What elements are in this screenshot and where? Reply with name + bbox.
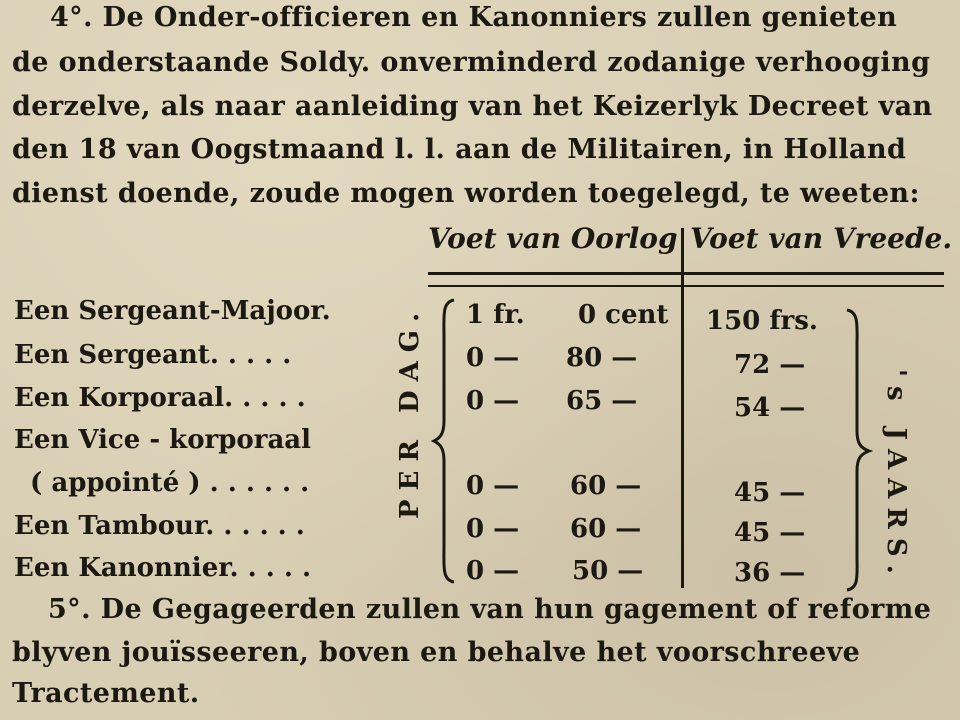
paragraph5-line-2: blyven jouïsseeren, boven en behalve het voorschreeve bbox=[12, 637, 861, 668]
war-cents-tambour: 60 — bbox=[570, 514, 642, 544]
war-francs-tambour: 0 — bbox=[466, 514, 520, 544]
peace-kanonnier: 36 — bbox=[734, 558, 806, 588]
peace-sergeant: 72 — bbox=[734, 350, 806, 380]
peace-tambour: 45 — bbox=[734, 518, 806, 548]
war-francs-appointe: 0 — bbox=[466, 471, 520, 501]
war-cents-appointe: 60 — bbox=[570, 471, 642, 501]
rank-tambour: Een Tambour. . . . . . bbox=[14, 511, 305, 541]
rank-kanonnier: Een Kanonnier. . . . . bbox=[14, 553, 312, 583]
war-cents-sergeant: 80 — bbox=[566, 343, 638, 373]
peace-korporaal: 54 — bbox=[734, 393, 806, 423]
paragraph5-line-3: Tractement. bbox=[12, 678, 200, 709]
war-francs-sergeant-majoor: 1 fr. bbox=[466, 300, 525, 330]
column-divider bbox=[681, 228, 684, 588]
rank-appointe: ( appointé ) . . . . . . bbox=[30, 468, 310, 498]
war-cents-sergeant-majoor: 0 cent bbox=[578, 300, 669, 330]
paragraph4-line-3: derzelve, als naar aanleiding van het Keizerlyk Decreet van bbox=[12, 91, 933, 122]
paragraph4-line-4: den 18 van Oogstmaand l. l. aan de Militairen, in Holland bbox=[12, 134, 907, 165]
paragraph4-line-1: 4°. De Onder-officieren en Kanonniers zullen genieten bbox=[50, 2, 898, 33]
paragraph4-line-2: de onderstaande Soldy. onverminderd zodanige verhooging bbox=[12, 47, 931, 78]
war-francs-kanonnier: 0 — bbox=[466, 556, 520, 586]
war-cents-kanonnier: 50 — bbox=[572, 556, 644, 586]
rank-sergeant: Een Sergeant. . . . . bbox=[14, 340, 292, 370]
rank-korporaal: Een Korporaal. . . . . bbox=[14, 383, 306, 413]
war-francs-sergeant: 0 — bbox=[466, 343, 520, 373]
per-day-brace bbox=[430, 296, 460, 586]
header-peace: Voet van Vreede. bbox=[690, 222, 953, 255]
rank-sergeant-majoor: Een Sergeant-Majoor. bbox=[14, 296, 331, 326]
rank-vice-korporaal: Een Vice - korporaal bbox=[14, 425, 312, 455]
peace-sergeant-majoor: 150 frs. bbox=[706, 306, 818, 336]
per-year-brace bbox=[843, 306, 873, 596]
per-year-label: 's JAARS. bbox=[881, 369, 911, 583]
paragraph4-line-5: dienst doende, zoude mogen worden toegelegd, te weeten: bbox=[12, 178, 920, 209]
header-rule-bottom bbox=[428, 285, 944, 287]
header-war: Voet van Oorlog bbox=[428, 222, 678, 255]
peace-appointe: 45 — bbox=[734, 478, 806, 508]
paragraph5-line-1: 5°. De Gegageerden zullen van hun gagement of reforme bbox=[48, 594, 932, 625]
war-francs-korporaal: 0 — bbox=[466, 386, 520, 416]
header-rule-top bbox=[428, 272, 944, 275]
war-cents-korporaal: 65 — bbox=[566, 386, 638, 416]
per-day-label: PER DAG. bbox=[395, 303, 425, 519]
